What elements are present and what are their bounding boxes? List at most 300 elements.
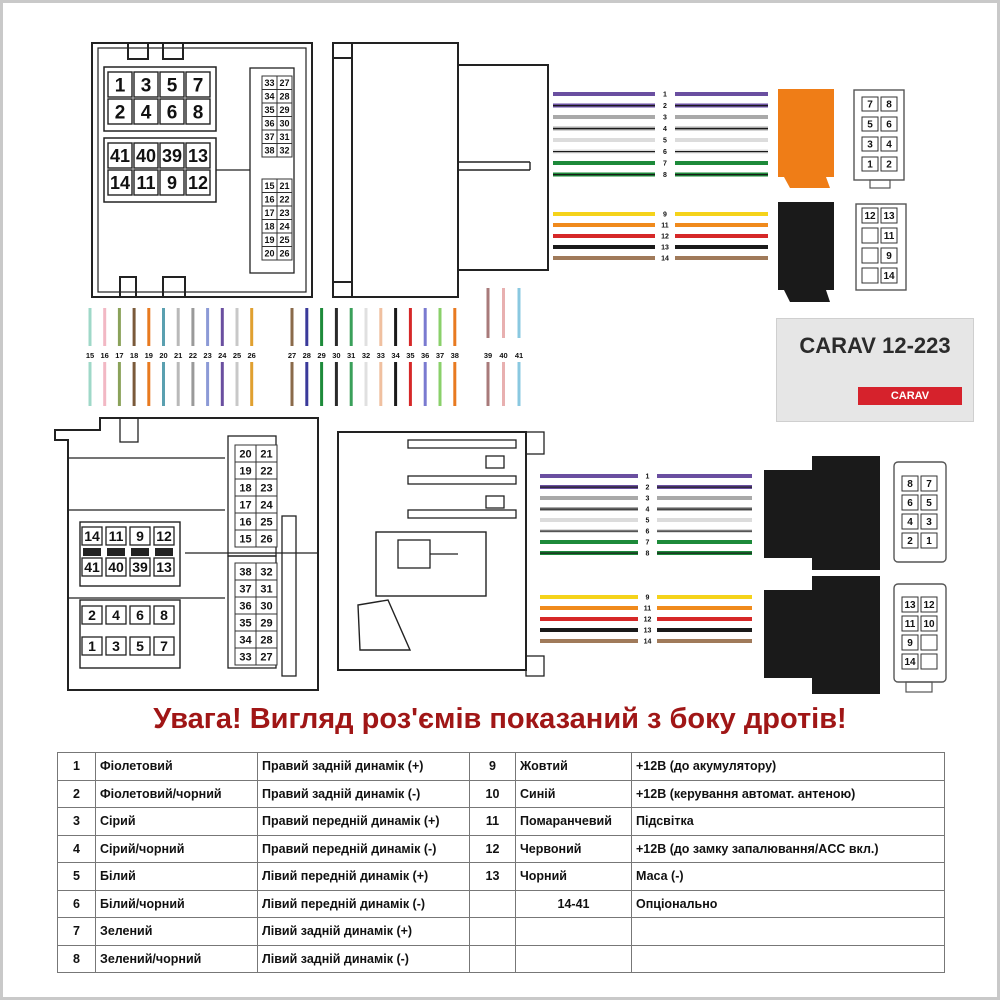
pin-number: 11 bbox=[108, 528, 124, 544]
wire bbox=[657, 540, 752, 544]
wire-group-bottom-power bbox=[540, 595, 752, 646]
wire-stripe bbox=[540, 531, 638, 532]
vertical-wire bbox=[221, 308, 224, 346]
side-pin-number: 22 bbox=[260, 465, 273, 478]
wire-stripe bbox=[553, 174, 655, 175]
orange-plug-pins bbox=[862, 97, 897, 171]
pin-number: 2 bbox=[88, 607, 96, 623]
wire-number: 13 bbox=[661, 244, 669, 252]
pinout-legend-table bbox=[57, 752, 945, 973]
pin-number-cell: 3 bbox=[58, 808, 96, 836]
legend-row bbox=[58, 890, 945, 918]
legend-row bbox=[58, 835, 945, 863]
vertical-wire-number: 23 bbox=[203, 351, 212, 360]
vertical-wire bbox=[335, 308, 338, 346]
wire bbox=[657, 639, 752, 643]
pin-number: 9 bbox=[136, 528, 144, 544]
wire-stripe bbox=[675, 174, 768, 175]
plug-pin-number: 6 bbox=[907, 498, 913, 510]
side-pin-number: 29 bbox=[260, 617, 273, 630]
side-pin-number: 25 bbox=[260, 516, 273, 529]
wire-number: 14 bbox=[643, 638, 652, 646]
pin-number: 13 bbox=[187, 145, 209, 166]
wire-color-cell: Зелений/чорний bbox=[96, 945, 258, 973]
pin-number: 13 bbox=[156, 559, 172, 575]
pin-number: 3 bbox=[140, 75, 152, 97]
vertical-wire bbox=[250, 362, 253, 406]
vertical-wire bbox=[394, 308, 397, 346]
vertical-wire bbox=[147, 308, 150, 346]
plug-pin-number: 8 bbox=[907, 479, 913, 491]
vertical-wire bbox=[236, 362, 239, 406]
function-cell: Правий задній динамік (+) bbox=[258, 753, 470, 781]
wire-color-cell bbox=[516, 918, 632, 946]
pin-number-cell: 4 bbox=[58, 835, 96, 863]
pin-number: 1 bbox=[114, 75, 126, 97]
function-cell: +12В (до акумулятору) bbox=[632, 753, 945, 781]
bottom-connector-side-pins bbox=[235, 445, 277, 665]
plug-pin-cell bbox=[862, 268, 878, 283]
vertical-wire-number: 37 bbox=[435, 351, 445, 360]
wire bbox=[675, 115, 768, 119]
function-cell: Підсвітка bbox=[632, 808, 945, 836]
pin-number: 6 bbox=[166, 102, 178, 124]
wire bbox=[675, 161, 768, 165]
vertical-wire bbox=[291, 308, 294, 346]
wire-stripe bbox=[657, 531, 752, 532]
wire-stripe bbox=[553, 151, 655, 152]
plug-pin-cell bbox=[921, 635, 937, 650]
function-cell: Маса (-) bbox=[632, 863, 945, 891]
wire-color-cell: 14-41 bbox=[516, 890, 632, 918]
pin-number: 6 bbox=[136, 607, 144, 623]
plug-pin-number: 4 bbox=[907, 517, 913, 529]
vertical-wire bbox=[133, 308, 136, 346]
vertical-wire-number: 18 bbox=[129, 351, 139, 360]
wire-color-cell: Сірий bbox=[96, 808, 258, 836]
side-pin-number: 33 bbox=[239, 651, 252, 664]
legend-row bbox=[58, 753, 945, 781]
side-pin-number: 23 bbox=[260, 482, 273, 495]
plug-pin-number: 2 bbox=[907, 536, 913, 548]
pin-number-cell bbox=[470, 890, 516, 918]
pin-number-cell: 1 bbox=[58, 753, 96, 781]
bottom-lower-plug-pins bbox=[902, 597, 937, 669]
vertical-wire bbox=[305, 362, 308, 406]
vertical-wire bbox=[365, 362, 368, 406]
black-plug-bottom-lower bbox=[764, 576, 880, 694]
plug-pin-cell bbox=[921, 654, 937, 669]
function-cell bbox=[632, 918, 945, 946]
wire-number: 8 bbox=[645, 550, 650, 558]
pin-number-cell: 13 bbox=[470, 863, 516, 891]
side-pin-number: 16 bbox=[264, 194, 275, 205]
plug-pin-number: 8 bbox=[886, 99, 892, 111]
wire bbox=[553, 223, 655, 227]
vertical-wire bbox=[162, 308, 165, 346]
bottom-connector-pins bbox=[82, 527, 174, 655]
side-pin-number: 26 bbox=[279, 248, 290, 259]
side-pin-number: 24 bbox=[260, 499, 273, 512]
vertical-wire-number: 40 bbox=[499, 351, 508, 360]
plug-pin-number: 1 bbox=[926, 536, 932, 548]
bottom-connector-side bbox=[338, 432, 544, 676]
plug-pin-number: 10 bbox=[923, 619, 935, 631]
vertical-wire bbox=[394, 362, 397, 406]
vertical-wire bbox=[320, 362, 323, 406]
wire-color-cell: Помаранчевий bbox=[516, 808, 632, 836]
wire-stripe bbox=[540, 553, 638, 554]
vertical-wire-number: 28 bbox=[302, 351, 311, 360]
pin-spacer bbox=[155, 548, 173, 556]
vertical-wire bbox=[103, 362, 106, 406]
wire bbox=[540, 628, 638, 632]
wire bbox=[657, 595, 752, 599]
function-cell: Лівий передній динамік (-) bbox=[258, 890, 470, 918]
plug-pin-number: 12 bbox=[864, 211, 876, 223]
vertical-wire bbox=[379, 362, 382, 406]
pin-number-cell: 7 bbox=[58, 918, 96, 946]
side-pin-number: 37 bbox=[264, 131, 275, 142]
wire-number: 5 bbox=[663, 137, 667, 145]
side-pin-number: 23 bbox=[279, 207, 290, 218]
wire bbox=[540, 474, 638, 478]
function-cell: +12В (до замку запалювання/ACC вкл.) bbox=[632, 835, 945, 863]
black-plug-bottom-upper bbox=[764, 456, 880, 570]
vertical-wire-number: 39 bbox=[483, 351, 493, 360]
side-pin-number: 37 bbox=[239, 583, 252, 596]
wire-color-cell: Білий bbox=[96, 863, 258, 891]
pin-number: 12 bbox=[187, 172, 209, 193]
bottom-upper-plug-pins bbox=[902, 476, 937, 548]
wire bbox=[553, 256, 655, 260]
vertical-wire bbox=[350, 362, 353, 406]
wire bbox=[657, 496, 752, 500]
pin-number-cell: 9 bbox=[470, 753, 516, 781]
pin-number-cell: 11 bbox=[470, 808, 516, 836]
vertical-wire-number: 38 bbox=[450, 351, 459, 360]
side-pin-number: 34 bbox=[239, 634, 252, 647]
wire bbox=[540, 518, 638, 522]
wire bbox=[540, 639, 638, 643]
plug-pin-number: 12 bbox=[923, 600, 935, 612]
wire-number: 13 bbox=[643, 627, 652, 635]
side-pin-number: 32 bbox=[260, 566, 273, 579]
vertical-wire bbox=[89, 362, 92, 406]
side-pin-number: 25 bbox=[279, 234, 290, 245]
pin-number: 5 bbox=[166, 75, 178, 97]
wire bbox=[675, 138, 768, 142]
pin-number-cell: 10 bbox=[470, 780, 516, 808]
wire-number: 9 bbox=[645, 594, 650, 602]
wire-stripe bbox=[675, 105, 768, 106]
pin-number: 3 bbox=[112, 638, 120, 654]
wire bbox=[553, 138, 655, 142]
function-cell bbox=[632, 945, 945, 973]
vertical-wire bbox=[439, 362, 442, 406]
wire-number: 11 bbox=[643, 605, 652, 613]
vertical-wire bbox=[439, 308, 442, 346]
wire-color-cell: Жовтий bbox=[516, 753, 632, 781]
vertical-wire bbox=[236, 308, 239, 346]
vertical-wire bbox=[379, 308, 382, 346]
side-pin-number: 18 bbox=[264, 221, 275, 232]
wire-color-cell: Зелений bbox=[96, 918, 258, 946]
side-pin-number: 21 bbox=[279, 180, 290, 191]
wire-color-cell bbox=[516, 945, 632, 973]
wire bbox=[540, 595, 638, 599]
plug-pin-number: 2 bbox=[886, 159, 892, 171]
vertical-wire-number: 36 bbox=[421, 351, 430, 360]
vertical-wire bbox=[206, 308, 209, 346]
side-pin-number: 30 bbox=[260, 600, 273, 613]
wire-number: 11 bbox=[661, 222, 669, 230]
pin-number: 12 bbox=[156, 528, 172, 544]
product-badge bbox=[776, 318, 974, 422]
vertical-wire bbox=[191, 362, 194, 406]
wire-stripe bbox=[540, 487, 638, 488]
legend-row bbox=[58, 918, 945, 946]
plug-pin-number: 5 bbox=[926, 498, 932, 510]
function-cell: Лівий передній динамік (+) bbox=[258, 863, 470, 891]
wire-number: 12 bbox=[661, 233, 669, 241]
pin-number-cell bbox=[470, 945, 516, 973]
vertical-wire bbox=[409, 308, 412, 346]
vertical-wire bbox=[453, 362, 456, 406]
vertical-wire bbox=[518, 288, 521, 338]
wire-stripe bbox=[675, 128, 768, 129]
side-pin-number: 17 bbox=[264, 207, 275, 218]
wire-stripe bbox=[540, 509, 638, 510]
black-plug-top-pins bbox=[862, 208, 897, 283]
pin-number: 7 bbox=[160, 638, 168, 654]
plug-pin-number: 1 bbox=[867, 159, 873, 171]
wire-color-cell: Синій bbox=[516, 780, 632, 808]
wire bbox=[657, 518, 752, 522]
orange-plug bbox=[778, 89, 834, 188]
side-pin-number: 22 bbox=[279, 194, 290, 205]
pin-number: 1 bbox=[88, 638, 96, 654]
pin-number: 5 bbox=[136, 638, 144, 654]
plug-pin-number: 7 bbox=[926, 479, 932, 491]
wire bbox=[540, 606, 638, 610]
pin-number: 11 bbox=[136, 172, 156, 193]
side-pin-number: 20 bbox=[264, 248, 275, 259]
wire-number: 3 bbox=[663, 114, 667, 122]
wire-number: 6 bbox=[663, 149, 667, 156]
side-pin-number: 30 bbox=[279, 118, 290, 129]
vertical-wire-number: 34 bbox=[391, 351, 400, 360]
wire bbox=[657, 606, 752, 610]
wire-number: 2 bbox=[645, 484, 650, 492]
vertical-wire bbox=[177, 308, 180, 346]
pin-number-cell: 2 bbox=[58, 780, 96, 808]
vertical-wire-number: 24 bbox=[218, 351, 227, 360]
side-pin-number: 38 bbox=[239, 566, 252, 579]
vertical-wire bbox=[502, 362, 505, 406]
pin-number: 8 bbox=[192, 102, 204, 124]
side-pin-number: 15 bbox=[264, 180, 275, 191]
model-name: CARAV 12-223 bbox=[799, 333, 951, 358]
wire bbox=[540, 540, 638, 544]
plug-pin-number: 3 bbox=[867, 139, 873, 151]
plug-pin-cell bbox=[862, 228, 878, 243]
wire bbox=[553, 212, 655, 216]
vertical-wire-number: 20 bbox=[159, 351, 168, 360]
vertical-wire bbox=[133, 362, 136, 406]
side-pin-number: 34 bbox=[264, 91, 275, 102]
side-pin-number: 27 bbox=[260, 651, 273, 664]
plug-pin-number: 7 bbox=[867, 99, 873, 111]
function-cell: Правий задній динамік (-) bbox=[258, 780, 470, 808]
vertical-wire-number: 21 bbox=[174, 351, 183, 360]
pin-number-cell: 8 bbox=[58, 945, 96, 973]
pin-number: 14 bbox=[84, 528, 100, 544]
wire bbox=[675, 92, 768, 96]
vertical-wire bbox=[177, 362, 180, 406]
pin-number: 40 bbox=[108, 559, 124, 575]
vertical-wire bbox=[206, 362, 209, 406]
vertical-wires bbox=[86, 288, 523, 406]
side-pin-number: 16 bbox=[239, 516, 252, 529]
side-pin-number: 17 bbox=[239, 499, 252, 512]
vertical-wire-number: 27 bbox=[287, 351, 297, 360]
wire bbox=[675, 223, 768, 227]
side-pin-number: 19 bbox=[239, 465, 252, 478]
vertical-wire-number: 25 bbox=[232, 351, 242, 360]
vertical-wire bbox=[118, 308, 121, 346]
pin-number: 14 bbox=[109, 172, 131, 193]
vertical-wire bbox=[350, 308, 353, 346]
legend-row bbox=[58, 808, 945, 836]
side-pin-number: 31 bbox=[260, 583, 273, 596]
vertical-wire-number: 29 bbox=[317, 351, 326, 360]
side-pin-number: 19 bbox=[264, 234, 275, 245]
vertical-wire bbox=[487, 362, 490, 406]
wire-number: 5 bbox=[645, 517, 650, 525]
wire-color-cell: Червоний bbox=[516, 835, 632, 863]
wire-color-cell: Чорний bbox=[516, 863, 632, 891]
vertical-wire bbox=[320, 308, 323, 346]
pin-number: 4 bbox=[112, 607, 120, 623]
side-pin-number: 20 bbox=[239, 448, 252, 461]
side-pin-number: 35 bbox=[239, 617, 252, 630]
plug-pin-number: 14 bbox=[904, 657, 916, 669]
wire-stripe bbox=[553, 105, 655, 106]
pin-spacer bbox=[107, 548, 125, 556]
vertical-wire bbox=[518, 362, 521, 406]
pin-number-cell bbox=[470, 918, 516, 946]
black-plug-top bbox=[778, 202, 834, 302]
wire bbox=[540, 617, 638, 621]
side-pin-number: 33 bbox=[264, 77, 275, 88]
wire-group-top-speakers bbox=[553, 92, 768, 180]
function-cell: Правий передній динамік (+) bbox=[258, 808, 470, 836]
wire bbox=[675, 212, 768, 216]
vertical-wire bbox=[502, 288, 505, 338]
plug-pin-number: 4 bbox=[886, 139, 892, 151]
vertical-wire bbox=[365, 308, 368, 346]
vertical-wire bbox=[221, 362, 224, 406]
wire-number: 9 bbox=[663, 211, 667, 219]
vertical-wire-number: 31 bbox=[347, 351, 356, 360]
plug-pin-number: 14 bbox=[883, 271, 895, 283]
side-pin-number: 24 bbox=[279, 221, 290, 232]
wire-number: 2 bbox=[663, 103, 667, 110]
function-cell: Правий передній динамік (-) bbox=[258, 835, 470, 863]
wire-number: 1 bbox=[645, 473, 650, 481]
side-pin-number: 27 bbox=[279, 77, 290, 88]
plug-pin-number: 5 bbox=[867, 119, 873, 131]
wire-color-cell: Фіолетовий bbox=[96, 753, 258, 781]
legend-row bbox=[58, 780, 945, 808]
legend-row bbox=[58, 863, 945, 891]
vertical-wire bbox=[147, 362, 150, 406]
side-pin-number: 31 bbox=[279, 131, 290, 142]
wire-number: 4 bbox=[663, 126, 667, 133]
plug-pin-number: 3 bbox=[926, 517, 932, 529]
wire bbox=[553, 92, 655, 96]
function-cell: Лівий задній динамік (+) bbox=[258, 918, 470, 946]
side-pin-number: 15 bbox=[239, 533, 252, 546]
wire-number: 1 bbox=[663, 91, 667, 99]
side-pin-number: 29 bbox=[279, 104, 290, 115]
wire-number: 6 bbox=[645, 528, 650, 536]
wire-stripe bbox=[657, 509, 752, 510]
vertical-wire-number: 41 bbox=[514, 351, 524, 360]
pin-number: 7 bbox=[192, 75, 204, 97]
top-connector-pins bbox=[108, 72, 210, 195]
vertical-wire-number: 19 bbox=[144, 351, 153, 360]
wire-number: 14 bbox=[661, 255, 669, 263]
wire-number: 3 bbox=[645, 495, 650, 503]
wire bbox=[657, 628, 752, 632]
side-pin-number: 35 bbox=[264, 104, 275, 115]
brand-logo: CARAV bbox=[858, 387, 962, 405]
wire-number: 12 bbox=[643, 616, 652, 624]
side-pin-number: 21 bbox=[260, 448, 273, 461]
wire-stripe bbox=[675, 151, 768, 152]
vertical-wire bbox=[424, 362, 427, 406]
pin-spacer bbox=[131, 548, 149, 556]
vertical-wire-number: 22 bbox=[188, 351, 198, 360]
pin-number: 4 bbox=[140, 102, 152, 124]
pin-number-cell: 6 bbox=[58, 890, 96, 918]
vertical-wire-number: 35 bbox=[406, 351, 415, 360]
wire bbox=[675, 234, 768, 238]
vertical-wire bbox=[453, 308, 456, 346]
vertical-wire-number: 26 bbox=[247, 351, 256, 360]
top-connector-side-pins bbox=[262, 76, 292, 260]
plug-pin-number: 9 bbox=[907, 638, 913, 650]
vertical-wire bbox=[409, 362, 412, 406]
vertical-wire bbox=[424, 308, 427, 346]
top-connector-side bbox=[333, 43, 548, 297]
pin-number: 39 bbox=[132, 559, 148, 575]
plug-pin-number: 6 bbox=[886, 119, 892, 131]
warning-text: Увага! Вигляд роз'ємів показаний з боку дротів! bbox=[153, 703, 847, 735]
wire-number: 7 bbox=[663, 160, 667, 168]
pin-number: 41 bbox=[109, 145, 131, 166]
pin-number-cell: 12 bbox=[470, 835, 516, 863]
side-pin-number: 38 bbox=[264, 145, 275, 156]
pin-number: 39 bbox=[161, 145, 183, 166]
vertical-wire bbox=[118, 362, 121, 406]
vertical-wire bbox=[103, 308, 106, 346]
function-cell: +12В (керування автомат. антеною) bbox=[632, 780, 945, 808]
wire-stripe bbox=[553, 128, 655, 129]
wire-color-cell: Білий/чорний bbox=[96, 890, 258, 918]
